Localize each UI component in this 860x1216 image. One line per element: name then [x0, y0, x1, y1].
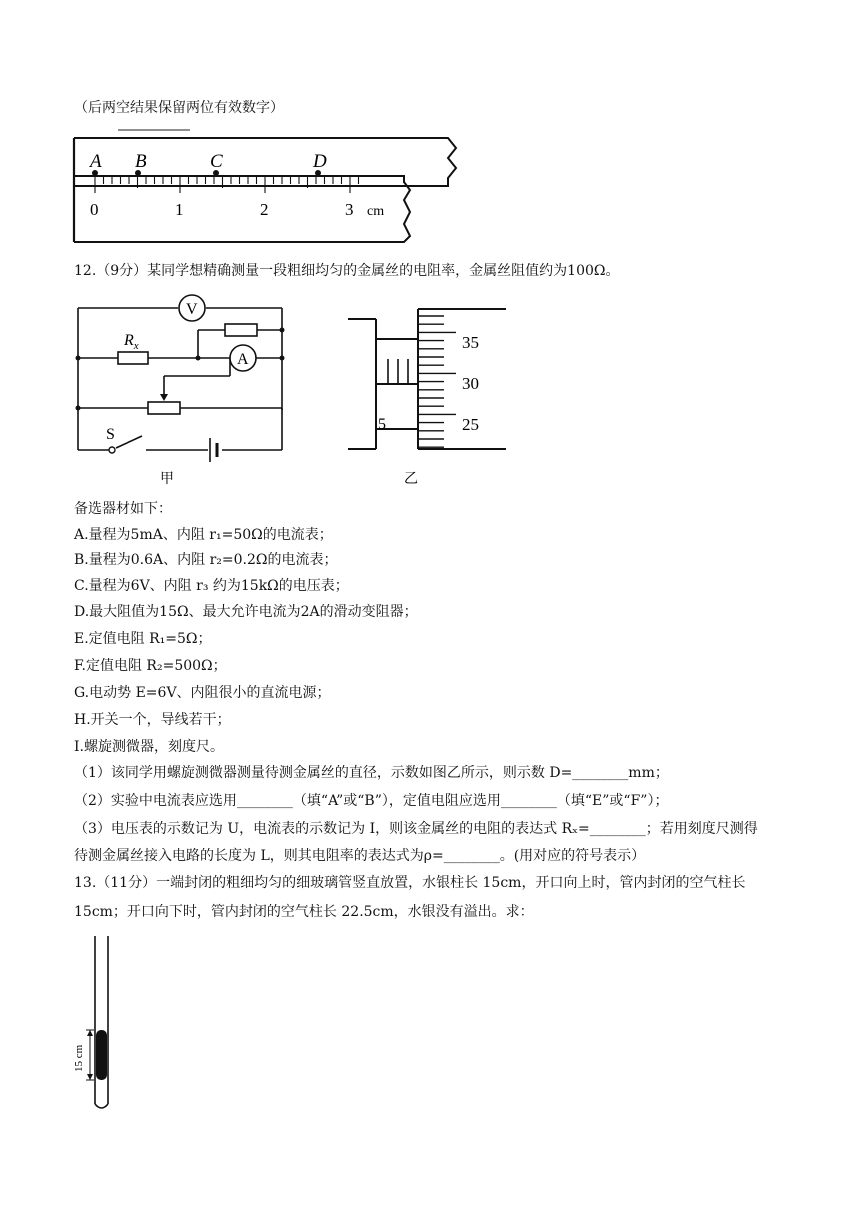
- q13-stem-a: 13.（11分）一端封闭的粗细均匀的细玻璃管竖直放置，水银柱长 15cm，开口向上时，管内封闭的空气柱长: [74, 875, 746, 891]
- label-A: A: [90, 151, 102, 172]
- item-B: B.量程为0.6A、内阻 r₂=0.2Ω的电流表；: [74, 552, 338, 568]
- voltmeter-symbol: [179, 295, 205, 321]
- svg-text:V: V: [186, 301, 198, 318]
- sigfig-note: （后两空结果保留两位有效数字）: [74, 100, 284, 116]
- micrometer-figure: [340, 305, 520, 485]
- ruler-unit: cm: [367, 204, 385, 219]
- ruler-points: [88, 151, 327, 176]
- item-C: C.量程为6V、内阻 r₃ 约为15kΩ的电压表；: [74, 578, 349, 594]
- q12-sub2: （2）实验中电流表应选用________（填“A”或“B”），定值电阻应选用________（填“E”或“F”）；: [74, 793, 669, 809]
- equipment-title: 备选器材如下：: [74, 501, 172, 517]
- label-B: B: [135, 151, 147, 172]
- q12-stem: 12.（9分）某同学想精确测量一段粗细均匀的金属丝的电阻率，金属丝阻值约为100Ω。: [74, 263, 620, 279]
- thimble-35: 35: [462, 333, 479, 352]
- q12-sub3a: （3）电压表的示数记为 U，电流表的示数记为 I，则该金属丝的电阻的表达式 Rₓ=________；若用刻度尺测得: [74, 821, 758, 837]
- label-C: C: [210, 151, 223, 172]
- caption-jia: 甲: [160, 472, 174, 487]
- ammeter-symbol: [230, 345, 256, 371]
- tick-label-2: 2: [260, 200, 269, 219]
- item-H: H.开关一个，导线若干；: [74, 712, 231, 728]
- thimble-30: 30: [462, 374, 479, 393]
- glass-tube-figure: [66, 930, 126, 1115]
- item-F: F.定值电阻 R₂=500Ω；: [74, 658, 227, 674]
- caption-yi: 乙: [404, 472, 418, 485]
- item-G: G.电动势 E=6V、内阻很小的直流电源；: [74, 685, 331, 701]
- circuit-diagram: [70, 290, 295, 490]
- tick-label-0: 0: [90, 200, 99, 219]
- switch-label: S: [106, 426, 115, 443]
- ruler-figure: [70, 124, 460, 244]
- thimble-25: 25: [462, 415, 479, 434]
- label-D: D: [313, 151, 327, 172]
- item-I: I.螺旋测微器，刻度尺。: [74, 739, 224, 755]
- item-A: A.量程为5mA、内阻 r₁=50Ω的电流表；: [74, 527, 333, 543]
- mercury-column: [96, 1030, 107, 1080]
- tick-label-1: 1: [175, 200, 184, 219]
- tick-label-3: 3: [345, 200, 354, 219]
- item-E: E.定值电阻 R₁=5Ω；: [74, 631, 212, 647]
- q12-sub1: （1）该同学用螺旋测微器测量待测金属丝的直径，示数如图乙所示，则示数 D=________mm；: [74, 765, 669, 781]
- main-scale-5: 5: [378, 416, 386, 433]
- rx-label: $R_x$: [124, 332, 139, 352]
- svg-text:A: A: [237, 351, 249, 368]
- q12-sub3b: 待测金属丝接入电路的长度为 L，则其电阻率的表达式为ρ=________。(用对应的符号表示）: [74, 848, 646, 864]
- tube-length-label: 15 cm: [73, 1044, 85, 1072]
- q13-stem-b: 15cm；开口向下时，管内封闭的空气柱长 22.5cm，水银没有溢出。求：: [74, 904, 534, 920]
- item-D: D.最大阻值为15Ω、最大允许电流为2A的滑动变阻器；: [74, 604, 418, 620]
